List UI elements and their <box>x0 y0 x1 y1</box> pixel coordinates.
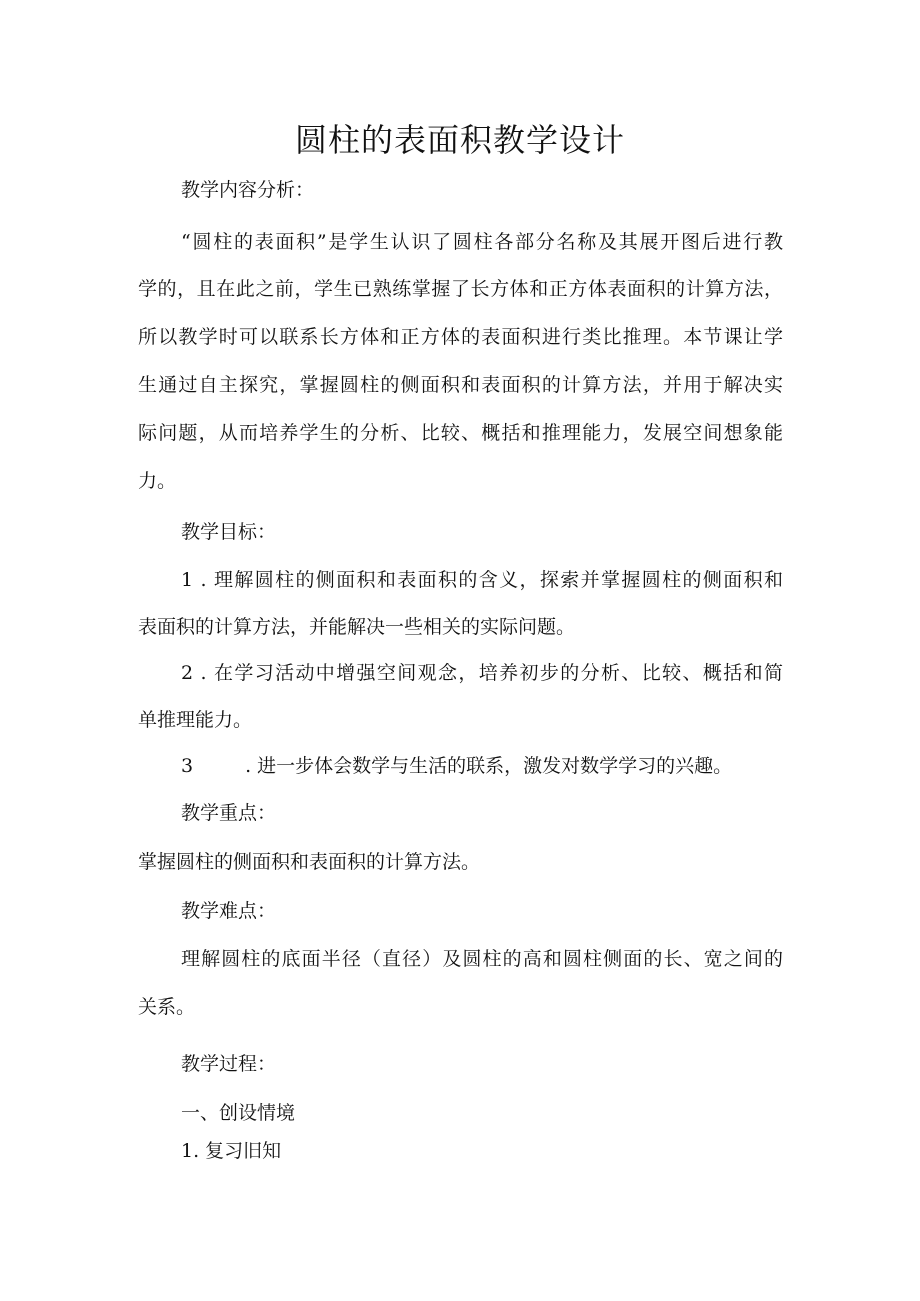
objective-3 <box>181 752 732 780</box>
analysis-line-1: “圆柱的表面积”是学生认识了圆柱各部分名称及其展开图后进行教 <box>181 231 783 253</box>
objective-1-line-2: 表面积的计算方法，并能解决一些相关的实际问题。 <box>138 616 576 638</box>
objective-3-text: . 进一步体会数学与生活的联系，激发对数学学习的兴趣。 <box>245 755 733 777</box>
heading-difficulty: 教学难点： <box>181 900 277 922</box>
key-point-text: 掌握圆柱的侧面积和表面积的计算方法。 <box>138 851 481 873</box>
heading-process: 教学过程： <box>181 1053 277 1075</box>
difficulty-line-1: 理解圆柱的底面半径（直径）及圆柱的高和圆柱侧面的长、宽之间的 <box>181 948 783 970</box>
document-title: 圆柱的表面积教学设计 <box>294 121 625 159</box>
objective-1-line-1: 1 . 理解圆柱的侧面积和表面积的含义，探索并掌握圆柱的侧面积和 <box>181 569 783 591</box>
analysis-line-3: 所以教学时可以联系长方体和正方体的表面积进行类比推理。本节课让学 <box>138 326 783 348</box>
process-step-1: 一、创设情境 <box>181 1102 296 1124</box>
objective-2-line-2: 单推理能力。 <box>138 709 253 731</box>
objective-2-line-1: 2 . 在学习活动中增强空间观念，培养初步的分析、比较、概括和简 <box>181 662 783 684</box>
heading-content-analysis: 教学内容分析： <box>181 179 315 201</box>
difficulty-line-2: 关系。 <box>138 996 196 1018</box>
objective-3-number: 3 <box>181 755 194 777</box>
heading-key-point: 教学重点： <box>181 802 277 824</box>
analysis-line-5: 际问题，从而培养学生的分析、比较、概括和推理能力，发展空间想象能 <box>138 422 783 444</box>
process-step-1-1: 1. 复习旧知 <box>181 1140 282 1162</box>
analysis-line-2: 学的，且在此之前，学生已熟练掌握了长方体和正方体表面积的计算方法， <box>138 278 783 300</box>
analysis-line-6: 力。 <box>138 470 177 492</box>
analysis-line-4: 生通过自主探究，掌握圆柱的侧面积和表面积的计算方法，并用于解决实 <box>138 374 783 396</box>
heading-objectives: 教学目标： <box>181 521 277 543</box>
